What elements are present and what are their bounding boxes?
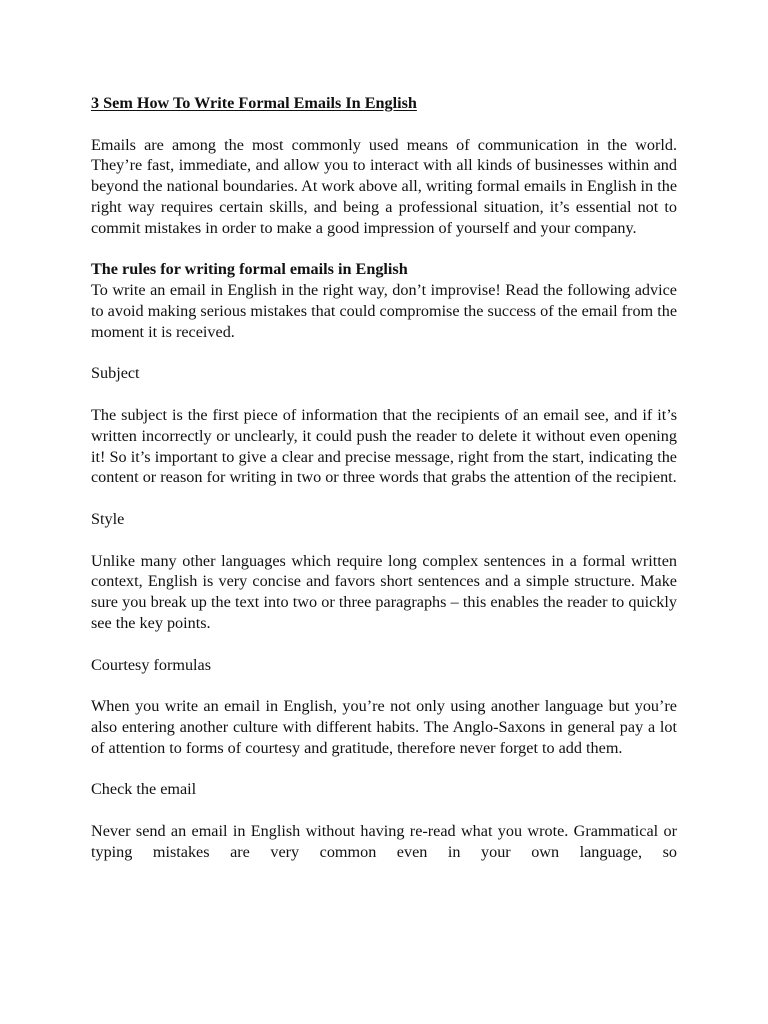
section-body-courtesy-formulas: When you write an email in English, you’re not only using another language but you’re also entering another culture with different habits. The Anglo-Saxons in general pay a lot of attention to forms of courtesy and gratitude, therefore never forget to add them.: [91, 697, 677, 757]
section-body-style: Unlike many other languages which require long complex sentences in a formal written context, English is very concise and favors short sentences and a simple structure. Make sure you break up the text into two or three paragraphs – this enables the reader to quickly see the key points.: [91, 551, 677, 632]
document-body: [91, 93, 677, 862]
section-body-check-the-email: Never send an email in English without having re-read what you wrote. Grammatical or typing mistakes are very common even in your own language, so: [91, 821, 677, 861]
section-body-subject: The subject is the first piece of information that the recipients of an email see, and if it’s written incorrectly or unclearly, it could push the reader to delete it without even opening it! So it’s important to give a clear and precise message, right from the start, indicating the content or reason for writing in two or three words that grabs the attention of the recipient.: [91, 405, 677, 487]
rules-intro-paragraph: To write an email in English in the right way, don’t improvise! Read the following advice to avoid making serious mistakes that could compromise the success of the email from the moment it is received.: [91, 281, 677, 341]
document-title: 3 Sem How To Write Formal Emails In English: [91, 94, 417, 112]
section-heading-courtesy-formulas: Courtesy formulas: [91, 655, 212, 674]
section-heading-subject: Subject: [91, 364, 140, 383]
rules-heading: The rules for writing formal emails in English: [91, 260, 408, 279]
section-heading-style: Style: [91, 509, 125, 528]
section-heading-check-the-email: Check the email: [91, 780, 197, 799]
intro-paragraph: Emails are among the most commonly used means of communication in the world. They’re fast, immediate, and allow you to interact with all kinds of businesses within and beyond the national boundaries. At work above all, writing formal emails in English in the right way requires certain skills, and being a professional situation, it’s essential not to commit mistakes in order to make a good impression of yourself and your company.: [91, 135, 677, 237]
